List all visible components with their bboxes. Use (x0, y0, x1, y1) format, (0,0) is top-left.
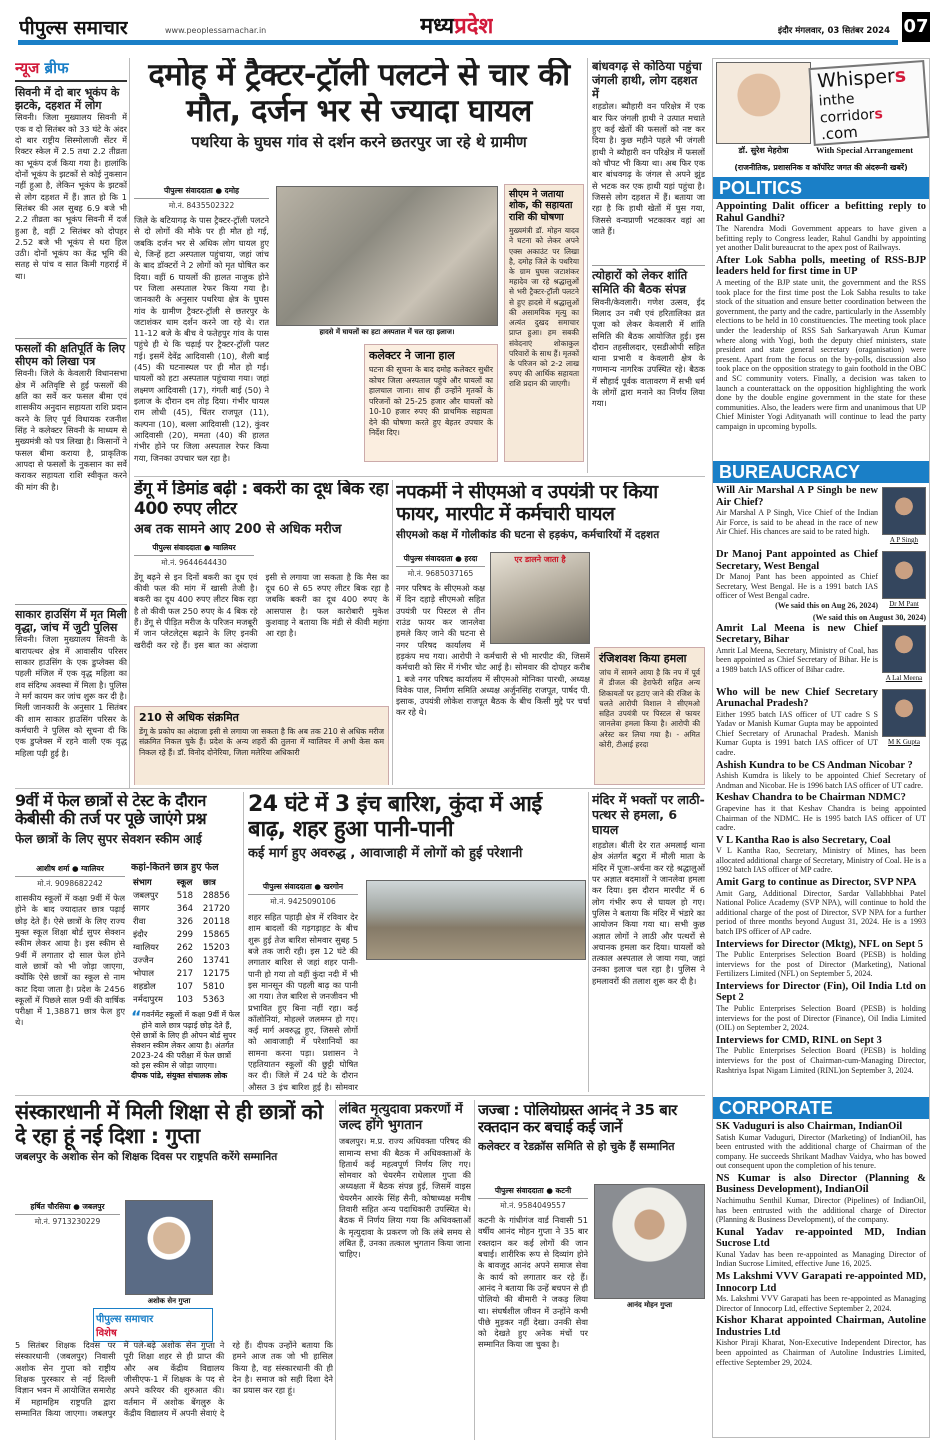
whisper-item (716, 687, 926, 758)
flood-photo (366, 880, 586, 960)
byline: पीपुल्स संवाददाता ● ग्वालियर (134, 541, 254, 556)
polio-body: कटनी के गांधीगंज वार्ड निवासी 51 वर्षीय आनंद मोहन गुप्ता ने 35 बार रक्तदान कर कई लोगों की जान बचाई। शारीरिक रूप से दिव्यांग होने के बावजूद आनंद अपने समाज सेवा के कार्य को लगातार कर रहे हैं। आनंद ने बताया कि उन्हें बचपन से ही पोलियो की बीमारी ने जकड़ लिया था। संघर्षशील जीवन में उन्होंने कभी पीछे मुड़कर नहीं देखा। उनकी सेवा को देखते हुए अनेक मंचों पर सम्मानित किया जा चुका है। (478, 1215, 588, 1350)
special-badge-a: पीपुल्स समाचार (96, 1314, 154, 1325)
byline-mobile: मो.नं. 9713230229 (34, 1217, 101, 1226)
collector-box-body: घटना की सूचना के बाद दमोह कलेक्टर सुधीर कोचर जिला अस्पताल पहुंचे और घायलों का हालचाल जाना। साथ ही उन्होंने मृतकों के परिजनों को 25-25 हजार और घायलों को 10-10 हजार रुपए की प्राथमिक सहायता देने की घोषणा करते हुए बेहतर उपचार के निर्देश दिए। (369, 365, 493, 437)
teacher-photo (125, 1200, 213, 1295)
whisper-headline: Will Air Marshal A P Singh be new Air Chief? (716, 485, 878, 508)
whisper-headline: After Lok Sabha polls, meeting of RSS-BJP leaders held for first time in UP (716, 254, 926, 278)
whispers-banner (716, 62, 926, 155)
main-body: जिले के बटियागढ़ के पास ट्रैक्टर-ट्रॉली पलटने से दो लोगों की मौके पर ही मौत हो गई, जबकि दर्जन भर से अधिक लोग घायल हुए थे, जिन्हें हटा अस्पताल पहुंचाया, जहां जांच के बाद डॉक्टरों ने 2 लोगों को मृत घोषित कर दिया। वहीं 6 घायलों की हालत नाजुक होने पर जिला अस्पताल रेफर किया गया है। जानकारी के अनुसार पथरिया क्षेत्र के घुघस गांव के ग्रामीण ट्रैक्टर-ट्रॉली से छतरपुर के जटाशंकर धाम दर्शन करने जा रहे थे। रात 11-12 बजे के बीच वे फतेहपुर गांव के पास पहुंचे ही थे कि चढ़ाई पर ट्रैक्टर-ट्रॉली पलट गई। इसमें देवेंद्र आदिवासी (10), शैली बाई (45) की घटनास्थल पर ही मौत हो गई। घायलों को हटा अस्पताल पहुंचाया गया। जहां लक्ष्मण आदिवासी (17), गंगती बाई (50) ने इलाज के दौरान दम तोड़ दिया। गंभीर घायल राम लोधी (45), चिंतर राजपूत (11), कल्पना (10), बल्ला आदिवासी (12), कुंवर आदिवासी (20), ममता (40) की हालत गंभीर होने पर जिला अस्पताल रेफर किया गया, जिनका उपचार चल रहा है। (134, 215, 269, 463)
whisper-headline: Appointing Dalit officer a befitting reply to Rahul Gandhi? (716, 201, 926, 224)
whisper-item (716, 760, 926, 791)
collector-box (364, 344, 498, 462)
politics-items (713, 199, 929, 461)
anand-photo (594, 1184, 705, 1299)
ninth-fail-story (15, 792, 241, 1092)
officer-photo (882, 487, 926, 545)
photo-caption: Dr M Pant (889, 600, 919, 608)
whisper-body: Grapevine has it that Keshav Chandra is being appointed Chairman of the NDMC. He is 1995 batch IAS officer of UT cadre. (716, 803, 926, 833)
whisper-body: The Public Enterprises Selection Board (PESB) is holding interviews for the post of Chairman-cum-Managing Director, Rashtriya Ispat Nigam Limited (RINL)on September 3, 2024. (716, 1046, 926, 1075)
table-cell: 15865 (202, 929, 230, 940)
story-title: त्योहारों को लेकर शांति समिति की बैठक संपन्न (592, 268, 688, 296)
quote-attribution: दीपक पांडे, संयुक्त संचालक लोक (131, 1071, 228, 1081)
whisper-body: Satish Kumar Vaduguri, Director (Marketing) of IndianOil, has been entrusted with the additional charge of Chairman of the company. He succeeds Shrikant Madhav Vaidya, who has bowed out consequent upon the completion of his tenure. (716, 1132, 926, 1171)
logo-text-a: Whisper (816, 65, 896, 93)
rain-subhead: कई मार्ग हुए अवरुद्ध , आवाजाही में लोगों को हुई परेशानी (248, 845, 523, 861)
news-brief-label-b: ब्रीफ (44, 59, 69, 77)
teacher-subhead: जबलपुर के अशोक सेन को शिक्षक दिवस पर राष्ट्रपति करेंगे सम्मानित (15, 1151, 278, 1164)
table-cell: उज्जैन (133, 956, 154, 967)
brief-title: सिवनी में दो बार भूकंप के झटके, दहशत में लोग (15, 86, 120, 113)
logo-text-b: inthe corridor (818, 90, 876, 127)
main-story (134, 58, 584, 473)
table-row (131, 928, 241, 941)
officer-photo (882, 689, 926, 747)
quote (131, 1007, 241, 1081)
firing-body: नगर परिषद के सीएमओ कक्ष में दिन दहाड़े सीएमओ सहित उपयंत्री पर पिस्टल से तीन राउंड फायर कर जानलेवा हमले किए जाने की घटना से नगर परिषद कार्यालय में हड़कंप मच गया। आरोपी ने कर्मचारी से भी मारपीट की, जिसमें कर्मचारी को सिर में गंभीर चोट आई है। सोमवार की दोपहर करीब 1 बजे नगर परिषद कार्यालय में सीएमओ मोनिका पारधी, अध्यक्ष विवेक पाल, निर्माण समिति अध्यक्ष अर्जुनसिंह राजपूत, पार्षद पी. इसाक, उपयंत्री लोकेश राजपूत बैठक के बीच किसी मुद्दे पर चर्चा कर रहे थे। (396, 583, 590, 718)
whisper-body: The Public Enterprises Selection Board (PESB) is holding interviews for the post of Director (Finance), Oil India Limited (OIL) on September 2, 2024. (716, 1003, 926, 1033)
whisper-body: Amrit Lal Meena, Secretary, Ministry of Coal, has been appointed as Chief Secretary of Bihar. He is a 1989 batch IAS officer of Bihar cadre. (716, 645, 878, 674)
section-title-b: प्रदेश (454, 14, 494, 39)
death-claims-headline: लंबित मृत्युदावा प्रकरणों में जल्द होंगे भुगतान (339, 1102, 463, 1133)
whisper-item (716, 1271, 926, 1313)
whisper-headline: Kunal Yadav re-appointed MD, Indian Sucrose Ltd (716, 1226, 926, 1250)
firing-box-title: रंजिशवश किया हमला (599, 652, 687, 665)
byline: हर्षित चौरसिया ● जबलपुर (15, 1200, 120, 1215)
whisper-item (716, 549, 926, 611)
table-row (131, 967, 241, 980)
whisper-headline: Amit Garg to continue as Director, SVP NPA (716, 877, 917, 889)
officer-photo (882, 551, 926, 609)
polio-subhead: कलेक्टर व रेडक्रॉस समिति से हो चुके हैं सम्मानित (478, 1139, 675, 1153)
brief-title: फसलों की क्षतिपूर्ति के लिए सीएम को लिखा पत्र (15, 342, 126, 369)
table-cell: 364 (176, 903, 194, 914)
whisper-item (716, 201, 926, 253)
special-badge-b: विशेष (96, 1328, 117, 1339)
whisper-body: Ms. Lakshmi VVV Garapati has been re-appointed as Managing Director of Innocorp Ltd, effective September 2, 2024. (716, 1294, 926, 1313)
table-cell: 260 (176, 955, 194, 966)
whisper-body: The Public Enterprises Selection Board (PESB) is holding interviews for the post of Director (Marketing), National Fertilizers Limited (NFL) on September 5, 2024. (716, 950, 926, 979)
whisper-item (716, 792, 926, 832)
table-header: स्कूल (176, 878, 193, 889)
bureaucracy-items (713, 483, 929, 1097)
quote-text: गवर्नमेंट स्कूलों में कक्षा 9वीं में फेल होने वाले छात्र पढ़ाई छोड़ देते हैं, ऐसे छात्रों के लिए ही ओपन बोर्ड सुपर सेक्शन स्कीम लेकर आया है। अंतर्गत 2023-24 की परीक्षा में फेल छात्रों को इस स्कीम से जोड़ा जाएगा। (131, 1010, 240, 1071)
table-cell: 103 (176, 994, 194, 1005)
bureaucracy-header: BUREAUCRACY (713, 461, 929, 483)
table-cell: 262 (176, 942, 194, 953)
rain-headline: 24 घंटे में 3 इंच बारिश, कुंदा में आई बाढ़, शहर हुआ पानी-पानी (248, 792, 542, 843)
table-cell: 28856 (202, 890, 230, 901)
said-note: (We said this on Aug 26, 2024) (775, 600, 878, 610)
quote-icon: “ (131, 1007, 142, 1027)
whisper-headline: Interviews for CMD, RINL on Sept 3 (716, 1034, 882, 1046)
table-cell: नर्मदापुरम (133, 995, 163, 1006)
firing-headline: नपकर्मी ने सीएमओ व उपयंत्री पर किया फायर, मारपीट में कर्मचारी घायल (396, 482, 658, 525)
arrangement-label: With Special Arrangement (816, 145, 914, 155)
whisper-body: Kunal Yadav has been re-appointed as Managing Director of Indian Sucrose Limited, effective June 16, 2025. (716, 1249, 926, 1269)
rain-body: शहर सहित पहाड़ी क्षेत्र में रविवार देर शाम बादलों की गड़गड़ाहट के बीच शुरू हुई तेज बारिश सोमवार सुबह 5 बजे तक जारी रही। इस 12 घंटे की लगातार बारिश से जहां शहर पानी-पानी हो गया तो वहीं कुंदा नदी में भी इस मानसून की पहली बाढ़ का पानी आ गया। तेज बारिश से जनजीवन भी प्रभावित हुए बिना नहीं रहा। कई कॉलोनियां, मोहल्ले जलमग्न हो गए। कई मार्ग अवरुद्ध हुए, जिससे लोगों को आवाजाही में परेशानियों का सामना करना पड़ा। प्रशासन ने एहतियातन स्कूलों की छुट्टी घोषित कर दी। जिले में 24 घंटे के दौरान औसत 3 इंच बारिश हुई है। सोमवार (248, 912, 358, 1092)
website-link[interactable]: www.peoplessamachar.in (165, 26, 267, 35)
teacher-story (15, 1100, 333, 1440)
byline: पीपुल्स संवाददाता ● कटनी (478, 1184, 588, 1199)
logo-text-c: .com (820, 122, 859, 143)
logo-text-s2: s (873, 105, 884, 123)
brief-item (15, 86, 127, 338)
page-number: 07 (902, 12, 930, 42)
brief-body: सिवनी। जिला मुख्यालय सिवनी के बारापत्थर क्षेत्र में आवासीय परिसर साकार हाउसिंग के एक डुप्लेक्स की पहली मंजिल में एक वृद्ध महिला का शव संदिग्ध अवस्था में मिला है। पुलिस ने मर्ग कायम कर जांच शुरू कर दी है। मिली जानकारी के अनुसार 1 सितंबर की शाम साकार हाउसिंग परिसर के कर्मचारी ने पुलिस को सूचना दी कि एक डुप्लेक्स में रहने वाली एक वृद्ध महिला पड़ी हुई है। (15, 634, 127, 758)
death-claims-body: जबलपुर। म.प्र. राज्य अधिवक्ता परिषद की सामान्य सभा की बैठक में अधिवक्ताओं के हितार्थ कई महत्वपूर्ण निर्णय लिए गए। सोमवार को चेयरमैन राधेलाल गुप्ता की अध्यक्षता में बैठक संपन्न हुई, जिसमें वाइस चेयरमैन आरके सिंह सैनी, कोषाध्यक्ष मनीष तिवारी सहित अन्य पदाधिकारी उपस्थित थे। बैठक में निर्णय लिया गया कि अधिवक्ताओं के मृत्युदावा के प्रकरण जो कि लंबे समय से लंबित हैं, उनका तत्काल भुगतान किया जाना चाहिए। (339, 1136, 471, 1260)
byline: पीपुल्स संवाददाता ● दमोह (134, 184, 269, 199)
whisper-item (716, 1315, 926, 1367)
whispers-tagline: (राजनीतिक, प्रशासनिक व कॉर्पोरेट जगत की अंदरूनी खबरें) (734, 163, 908, 172)
section-title (420, 10, 493, 40)
polio-story (478, 1102, 705, 1440)
firing-story (396, 482, 705, 785)
table-row (131, 993, 241, 1006)
whisper-item (716, 1121, 926, 1171)
main-subhead: पथरिया के घुघस गांव से दर्शन करने छतरपुर जा रहे थे ग्रामीण (191, 133, 527, 152)
fail-data-table (131, 876, 241, 1006)
story-peace-committee (592, 265, 705, 470)
polio-headline: जज्बा : पोलियोग्रस्त आनंद ने 35 बार रक्तदान कर बचाई कई जानें (478, 1102, 677, 1137)
dengue-box-body: डेंगू के प्रकोप का अंदाजा इसी से लगाया जा सकता है कि अब तक 210 से अधिक मरीज संक्रमित निकल चुके हैं। प्रदेश के अन्य शहरों की तुलना में ग्वालियर में अभी केस कम निकल रहे हैं। डॉ. विनोद दोनेरिया, जिला मलेरिया अधिकारी (139, 726, 384, 757)
story-body: शहडोल। ब्यौहारी वन परिक्षेत्र में एक बार फिर जंगली हाथी ने उत्पात मचाते हुए कई खेतों की फसलों को नष्ट कर दिया है। कुछ महीने पहले भी जंगली हाथी ने ब्यौहारी वन परिक्षेत्र में फसलों को चौपट भी किया था। अब फिर एक बार बांधवगढ़ के जंगल से अपने झुंड से भटक कर एक हाथी यहां पहुंचा है। जिससे लोग दहशत में हैं। बताया जा रहा है कि हाथी खेतों में घुस गया, जिससे वन्यप्राणी भटकाकर वहां आ जाते हैं। (592, 101, 705, 236)
whisper-item (716, 1173, 926, 1225)
whispers-logo (808, 60, 929, 146)
logo: पीपुल्स समाचार (19, 17, 128, 39)
whisper-body: Ashish Kumdra is likely to be appointed Chief Secretary of Andman and Nicobar. He is 1996 batch IAS officer of UT cadre. (716, 771, 926, 790)
table-cell: 5363 (202, 994, 225, 1005)
temple-body: शहडोल। बीती देर रात अमलाई थाना क्षेत्र अंतर्गत बटुरा में मौली माता के मंदिर में पूजा-अर्चना कर रहे श्रद्धालुओं पर अज्ञात बदमाशों ने जानलेवा हमला कर दिया। इस दौरान मारपीट में 6 लोग गंभीर रूप से घायल हो गए। पुलिस ने बताया कि मंदिर में भंडारे का आयोजन किया गया था। सभी कुछ अज्ञात लोगों ने लाठी और पत्थरों से अचानक हमला कर दिया। घायलों को तत्काल अस्पताल ले जाया गया, जहां उनका इलाज चल रहा है। पुलिस ने हमलावरों की तलाश शुरू कर दी है। (592, 840, 705, 986)
office-photo (490, 552, 590, 644)
rain-story (248, 792, 586, 1092)
photo-caption: हादसे में घायलों का हटा अस्पताल में चल रहा इलाज। (319, 328, 455, 336)
whisper-item (716, 835, 926, 875)
teacher-body: 5 सितंबर शिक्षक दिवस पर संस्कारधानी (जबलपुर) निवासी अशोक सेन गुप्ता को राष्ट्रीय शिक्षक पुरस्कार से नई दिल्ली विज्ञान भवन में आयोजित समारोह में महामहिम राष्ट्रपति द्वारा सम्मानित किया जाएगा। जबलपुर में पले-बढ़े अशोक सेन गुप्ता ने पूरी शिक्षा शहर से ही प्राप्त की और अब केंद्रीय विद्यालय जीसीएफ-1 में शिक्षक के पद से अपने करियर की शुरुआत की। वर्तमान में अशोक बेंगलुरु के केंद्रीय विद्यालय में अपनी सेवाएं दे रहे हैं। दीपक उन्होंने बताया कि हमने आज तक जो भी हासिल किया है, वह संस्कारधानी की ही देन है। समाज को सही दिशा देने का प्रयास कर रहा हूं। (15, 1340, 333, 1418)
table-cell: 326 (176, 916, 194, 927)
brief-item (15, 338, 127, 604)
teacher-headline: संस्कारधानी में मिली शिक्षा से ही छात्रों को दे रहा हूं नई दिशा : गुप्ता (15, 1100, 323, 1149)
whisper-body: Kishor Piraji Kharat, Non-Executive Independent Director, has been appointed as Chairman of Autoline Industries Limited, effective September 29, 2024. (716, 1338, 926, 1367)
news-brief-label (15, 58, 127, 82)
dengue-story (134, 480, 389, 785)
whisper-body: Air Marshal A P Singh, Vice Chief of the Indian Air Force, is said to be ahead in the race of new Air Chief. His chances are said to be rated high. (716, 508, 878, 537)
firing-box-body: जांच में सामने आया है कि नप में पूर्व में डीजल की हेराफेरी सहित अन्य शिकायतों पर हटाए जाने की रंजिश के चलते आरोपी विशाल ने सीएमओ सहित उपयंत्री पर पिस्टल से फायर जानलेवा हमला किया है। आरोपी की अरेस्ट कर लिया गया है। - अमित कोरी, टीआई हरदा (599, 668, 700, 749)
table-cell: 21720 (202, 903, 230, 914)
brief-item (15, 604, 127, 788)
cm-box (504, 184, 584, 462)
hospital-photo (276, 186, 498, 326)
whisper-body: A meeting of the BJP state unit, the government and the RSS took place for the first time post the Lok Sabha results to take stock of the situation and ensure better coordination between the government, the party and the cadre, particularly in the Assembly elections to be held in 10 constituencies. The meeting took place under the leadership of RSS Sah Sarkaryawah Arun Kumar where along with Yogi, both the deputy chief ministers, state president and state general secretary (oraganisation) were present. Apart from the focus on the by-polls, discussion also took place on the opposition strategy to gain foothold in the OBC and SC community voters. Finally, a decision was taken to launch a counterattack on the opposition highlighting the work done by the double engine government in the state for these communities. Also, the leaders were firm and unanimous that UP Chief Minister Yogi Adityanath will continue to lead the party campaign in upcoming bypolls. (716, 277, 926, 431)
ninth-body: शासकीय स्कूलों में कक्षा 9वीं में फेल होने के बाद ज्यादातर छात्र पढ़ाई छोड़ देते हैं। ऐसे छात्रों के लिए राज्य मुक्त स्कूल शिक्षा बोर्ड सुपर सेक्शन स्कीम लेकर आया है। इस स्कीम से 9वीं में लगातार दो साल फेल होने वाले छात्रों को भी जोड़ा जाएगा, क्योंकि ऐसे छात्रों का स्कूल से नाम काट दिया जाता है। प्रदेश के 2456 स्कूलों में पिछले साल 9वीं की वार्षिक परीक्षा में 1,38871 छात्र फेल हुए थे। (15, 893, 125, 1028)
table-cell: ग्वालियर (133, 943, 159, 954)
dateline: इंदौर मंगलवार, 03 सितंबर 2024 (777, 26, 890, 36)
whisper-headline: NS Kumar is also Director (Planning & Business Development), IndianOil (716, 1172, 926, 1196)
whisper-headline: Keshav Chandra to be Chairman NDMC? (716, 792, 906, 804)
special-badge (93, 1308, 213, 1342)
dengue-box-title: 210 से अधिक संक्रमित (139, 710, 239, 724)
dengue-subhead: अब तक सामने आए 200 से अधिक मरीज (134, 522, 342, 538)
photo-caption: A P Singh (889, 536, 919, 544)
whisper-headline: Interviews for Director (Fin), Oil India Ltd on Sept 2 (716, 980, 926, 1004)
firing-subhead: सीएमओ कक्ष में गोलीकांड की घटना से हड़कंप, कर्मचारियों में दहशत (396, 528, 660, 541)
table-cell: 299 (176, 929, 194, 940)
byline: पीपुल्स संवाददाता ● खरगोन (248, 880, 358, 895)
whisper-headline: Kishor Kharat appointed Chairman, Autoline Industries Ltd (716, 1315, 926, 1338)
firing-text-area (396, 552, 590, 785)
table-cell: जबलपुर (133, 891, 159, 902)
table-cell: 20118 (202, 916, 230, 927)
said-note: (We said this on August 30, 2024) (812, 613, 926, 622)
politics-header: POLITICS (713, 177, 929, 199)
photo-caption: आनंद मोहन गुप्ता (626, 1301, 673, 1309)
whispers-column (712, 58, 930, 1438)
right-hindi-column (592, 60, 705, 475)
byline-mobile: मो.नं. 9584049557 (500, 1201, 566, 1210)
byline-mobile: मो.नं. 9644644430 (161, 557, 227, 567)
table-header: संभाग (133, 878, 152, 889)
fail-table (131, 862, 241, 1092)
whisper-item (716, 877, 926, 937)
columnist-photo (716, 62, 811, 144)
whisper-body: Either 1995 batch IAS officer of UT cadre S S Yadav or Manish Kumar Gupta may be appointed Chief Secretary of Arunachal Pradesh. Manish Kumar Gupta is 1991 batch IAS officer of UT cadre. (716, 709, 878, 758)
section-title-a: मध्य (420, 14, 455, 39)
table-cell: 13741 (202, 955, 230, 966)
whisper-headline: Amrit Lal Meena is new Chief Secretary, Bihar (716, 622, 878, 646)
byline: आशीष शर्मा ● ग्वालियर (15, 862, 125, 877)
byline-mobile: मो.नं. 9685037165 (407, 569, 474, 578)
logo-text-s: s (893, 64, 907, 88)
table-cell: 15203 (202, 942, 230, 953)
story-title: बांधवगढ़ से कोठिया पहुंचा जंगली हाथी, लोग दहशत में (592, 60, 702, 101)
whisper-item (716, 1227, 926, 1269)
whisper-item (716, 485, 926, 547)
whisper-headline: SK Vaduguri is also Chairman, IndianOil (716, 1121, 903, 1132)
table-cell: रीवा (133, 917, 146, 928)
dengue-box (134, 706, 389, 785)
whisper-body: The Narendra Modi Government appears to have given a befitting reply to Congress leader, Rahul Gandhi by appointing yet another Dalit bureaucrat to the apex post of Railways. (716, 224, 926, 253)
whisper-body: Amit Garg, Additional Director, Sardar Vallabhbhai Patel National Police Academy (SVP NPA), will continue to hold the additional charge of the post of Director, SVP NPA for a further period of three months beyond August 31, 2024. He is a 1993 batch IPS officer of AP cadre. (716, 888, 926, 936)
table-header: छात्र (202, 878, 216, 889)
table-cell: 5810 (202, 981, 225, 992)
brief-body: सिवनी। जिले के केवलारी विधानसभा क्षेत्र में अतिवृष्टि से हुई फसलों की क्षति का सर्वे कर फसल बीमा एवं शासकीय अनुदान सहायता राशि प्रदान करने के लिए पूर्व विधायक रजनीश सिंह ने कलेक्टर सिवनी के माध्यम से मुख्यमंत्री को पत्र लिखा है। किसानों ने फसल बीमा कराया है, प्राकृतिक आपदा से फसलों के नुकसान का सर्वे कराकर सहायता राशि स्वीकृत करने की मांग की है। (15, 368, 127, 492)
table-title: कहां-कितने छात्र हुए फेल (131, 862, 219, 873)
story-body: सिवनी/केवलारी। गणेश उत्सव, ईद मिलाद उन नबी एवं हरितालिका व्रत पूजा को लेकर केवलारी में शांति समिति की बैठक आयोजित हुई। इस दौरान तहसीलदार, एसडीओपी सहित थाना प्रभारी व केवलारी क्षेत्र के गणमान्य नागरिक उपस्थित रहे। बैठक में सौहार्द पूर्वक वातावरण में सभी धर्म के लोगों द्वारा मनाने का निर्णय लिया गया। (592, 296, 705, 409)
whisper-item (716, 255, 926, 432)
dengue-body: डेंगू बढ़ने से इन दिनों बकरी का दूध एवं कीवी फल की मांग में खासी तेजी है। बकरी का दूध 400 रुपए लीटर बिक रहा है तो कीवी फल 250 रुपए के 4 बिक रहे हैं। डेंगू से पीड़ित मरीज के परिजन मजबूरी में जान प्लेटलेट्स बढ़ाने के लिए इनकी खरीदी कर रहे हैं। इस बात का अंदाजा इसी से लगाया जा सकता है कि मैस का दूध 60 से 65 रुपए लीटर बिक रहा है जबकि बकरी का दूध 400 रुपए के आसपास है। फल कारोबारी मुकेश कुशवाह ने बताया कि मंडी से कीवी महंगा आ रहा है। (134, 571, 389, 650)
whisper-headline: Dr Manoj Pant appointed as Chief Secretary, West Bengal (716, 549, 878, 572)
photo-caption: A Lal Meena (885, 673, 923, 682)
byline-mobile: मो.नं. 9098682242 (37, 879, 103, 888)
photo-caption: अशोक सेन गुप्ता (147, 1297, 191, 1305)
table-cell: 217 (176, 968, 194, 979)
corporate-header: CORPORATE (713, 1097, 929, 1119)
cm-box-body: मुख्यमंत्री डॉ. मोहन यादव ने घटना को लेकर अपने एक्स अकाउंट पर लिखा है, दमोह जिले के पथरिया के ग्राम घुघस जटाशंकर महादेव जा रहे श्रद्धालुओं से भरी ट्रैक्टर-ट्रॉली पलटने से हुए हादसे में श्रद्धालुओं की असामयिक मृत्यु का अत्यंत दुखद समाचार प्राप्त हुआ। हम सबकी संवेदनाएं शोकाकुल परिवारों के साथ हैं। मृतकों के परिजन को 2-2 लाख रुपए की आर्थिक सहायता राशि प्रदान की जाएगी। (509, 226, 579, 389)
table-row (131, 954, 241, 967)
story-elephant (592, 60, 705, 265)
table-row (131, 941, 241, 954)
table-row (131, 902, 241, 915)
whisper-headline: Ms Lakshmi VVV Garapati re-appointed MD, Innocorp Ltd (716, 1271, 926, 1294)
whisper-headline: V L Kantha Rao is also Secretary, Coal (716, 834, 891, 846)
cm-box-title: सीएम ने जताया शोक, की सहायता राशि की घोषणा (509, 189, 573, 223)
news-brief-column (15, 58, 127, 788)
table-cell: 107 (176, 981, 194, 992)
table-cell: शहडोल (133, 982, 156, 993)
temple-story (592, 792, 705, 1092)
corporate-items (713, 1119, 929, 1371)
brief-title: साकार हाउसिंग में मृत मिली वृद्धा, जांच में जुटी पुलिस (15, 608, 127, 635)
whisper-body: V L Kantha Rao, Secretary, Ministry of Mines, has been allocated additional charge of Secretary, Ministry of Coal. He is a 1992 batch IAS officer of MP cadre. (716, 846, 926, 875)
byline-mobile: मो.नं. 8435502322 (168, 201, 235, 210)
whisper-headline: Who will be new Chief Secretary Arunachal Pradesh? (716, 686, 878, 710)
byline: पीपुल्स संवाददाता ● हरदा (396, 552, 485, 567)
table-cell: 518 (176, 890, 194, 901)
whisper-item (716, 939, 926, 979)
whisper-headline: Ashish Kundra to be CS Andman Nicobar ? (716, 759, 913, 771)
main-headline: दमोह में ट्रैक्टर-ट्रॉली पलटने से चार की मौत, दर्जन भर से ज्यादा घायल (148, 58, 570, 129)
table-row (131, 980, 241, 993)
table-cell: भोपाल (133, 969, 154, 980)
firing-box (594, 647, 705, 785)
table-cell: 12175 (202, 968, 230, 979)
whisper-item (716, 1035, 926, 1075)
ninth-subhead: फेल छात्रों के लिए सुपर सेवशन स्कीम आई (15, 831, 202, 846)
whisper-item (716, 981, 926, 1033)
photo-caption: एर डालने जाता है (514, 555, 566, 564)
whisper-body: Nachimuthu Senthil Kumar, Director (Pipelines) of IndianOil, has been entrusted with the additional charge of Director (Planning & Business Development), of the company. (716, 1196, 926, 1225)
temple-headline: मंदिर में भक्तों पर लाठी-पत्थर से हमला, 6 घायल (592, 792, 705, 837)
brief-body: सिवनी। जिला मुख्यालय सिवनी में एक व दो सितंबर को 33 घंटे के अंदर दो बार राष्ट्रीय सिस्मोलाजी सेंटर में रिक्टर स्केल में 2.5 तथा 2.2 तीव्रता का भूकंप दर्ज किया गया है। हालांकि दोनों भूकंप के झटकों से कोई नुकसान नहीं हुआ है, लेकिन भूकंप के झटकों से लोग दहशत में हैं। ज्ञात हो कि 1 सितंबर की अल सुबह 6.9 बजे भी 2.2 तीव्रता का भूकंप सिवनी में दर्ज हुआ है, वहीं 2 सितंबर को दोपहर 2.52 बजे भी भूकंप से धरा हिल उठी। दोनों भूकंप का केंद्र भूमि की सतह से पांच व सात किमी गहराई में था। (15, 112, 127, 281)
table-cell: इंदौर (133, 930, 148, 941)
whisper-item (716, 613, 926, 685)
whisper-headline: Interviews for Director (Mktg), NFL on Sept 5 (716, 938, 924, 950)
ninth-headline: 9वीं में फेल छात्रों से टेस्ट के दौरान केबीसी की तर्ज पर पूछे जाएंगे प्रश्न (15, 792, 207, 829)
dengue-headline: डेंगू में डिमांड बढ़ी : बकरी का दूध बिक रहा 400 रुपए लीटर (134, 480, 389, 519)
death-claims-story (339, 1102, 471, 1440)
columnist-name: डॉ. सुरेश मेहरोत्रा (738, 146, 789, 155)
table-row (131, 889, 241, 902)
byline-mobile: मो.नं. 9425090106 (270, 897, 336, 906)
table-row (131, 915, 241, 928)
news-brief-label-a: न्यूज (15, 59, 40, 77)
whisper-body: Dr Manoj Pant has been appointed as Chief Secretary, West Bengal. He is a 1991 batch IAS officer of West Bengal cadre. (716, 572, 878, 601)
officer-photo (882, 625, 926, 683)
table-cell: सागर (133, 904, 150, 915)
photo-caption: M K Gupta (888, 737, 920, 746)
collector-box-title: कलेक्टर ने जाना हाल (369, 349, 455, 362)
header-bar (18, 40, 898, 45)
